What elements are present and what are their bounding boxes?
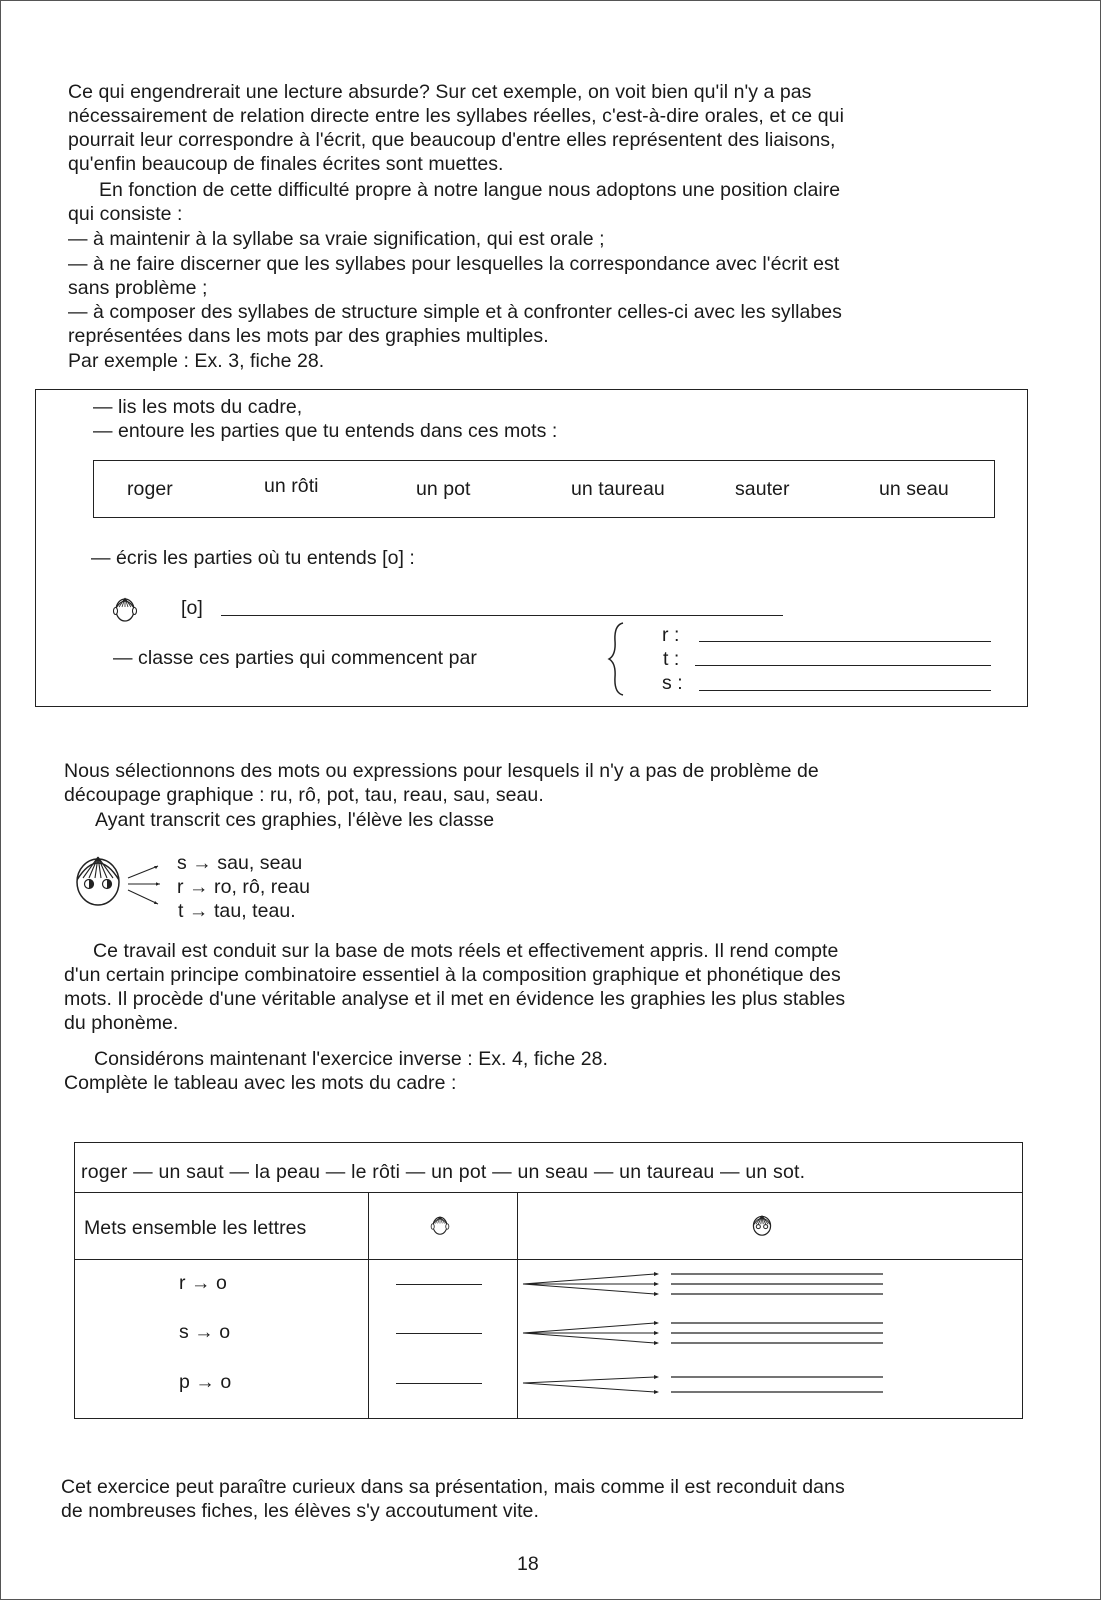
branch-arrows [75, 1143, 1022, 1418]
arrow-head [654, 1331, 659, 1335]
arrow-head [654, 1321, 659, 1325]
arrow-head [654, 1341, 659, 1345]
letters-pair: s → o [179, 1321, 231, 1343]
text-line: nécessairement de relation directe entre les syllabes réelles, c'est-à-dire orales, et ce qui [68, 105, 845, 127]
word-item: un taureau [571, 478, 665, 500]
branch-arrow [523, 1333, 655, 1343]
branch-arrow [523, 1274, 655, 1284]
classify-letter-t: t : [663, 648, 680, 670]
classify-letter-r: r : [662, 624, 680, 646]
page-number: 18 [517, 1553, 539, 1575]
text-line: Cet exercice peut paraître curieux dans sa présentation, mais comme il est reconduit dans [61, 1476, 845, 1498]
text-line: d'un certain principe combinatoire essentiel à la composition graphique et phonétique des [64, 964, 841, 986]
text-line: Ce qui engendrerait une lecture absurde? Sur cet exemple, on voit bien qu'il n'y a pas [68, 81, 812, 103]
branch-arrow [523, 1323, 655, 1333]
word-frame [93, 460, 995, 518]
answer-line-s[interactable] [699, 690, 991, 691]
exercise-4-table [74, 1142, 1023, 1419]
table-header-label: Mets ensemble les lettres [84, 1217, 307, 1239]
text-line: de nombreuses fiches, les élèves s'y accoutument vite. [61, 1500, 539, 1522]
word-item: un rôti [264, 475, 319, 497]
instruction-circle: — entoure les parties que tu entends dans ces mots : [93, 420, 558, 442]
text-line: qu'enfin beaucoup de finales écrites sont muettes. [68, 153, 504, 175]
text-line: En fonction de cette difficulté propre à notre langue nous adoptons une position claire [99, 179, 841, 201]
curly-brace-icon [607, 621, 627, 697]
word-item: un seau [879, 478, 949, 500]
list-item: — à ne faire discerner que les syllabes pour lesquelles la correspondance avec l'écrit est [68, 253, 840, 275]
branch-arrows-icon [126, 859, 166, 909]
branch-arrow [523, 1383, 655, 1392]
arrow-head [654, 1375, 659, 1379]
text-line: sans problème ; [68, 277, 208, 299]
word-list: roger — un saut — la peau — le rôti — un pot — un seau — un taureau — un sot. [81, 1161, 806, 1183]
text-line: qui consiste : [68, 203, 183, 225]
text-line: Considérons maintenant l'exercice inverse : Ex. 4, fiche 28. [94, 1048, 608, 1070]
classification-row: s → sau, seau [177, 852, 303, 874]
word-item: sauter [735, 478, 790, 500]
arrow-head [654, 1272, 659, 1276]
arrow-head [654, 1390, 659, 1394]
text-line: découpage graphique : ru, rô, pot, tau, reau, sau, seau. [64, 784, 544, 806]
word-item: roger [127, 478, 173, 500]
list-item: — à maintenir à la syllabe sa vraie signification, qui est orale ; [68, 228, 605, 250]
text-line: Ce travail est conduit sur la base de mots réels et effectivement appris. Il rend compte [93, 940, 839, 962]
letters-pair: r → o [179, 1272, 227, 1294]
ear-listening-head-icon [112, 594, 138, 624]
eyes-reading-head-icon [71, 852, 125, 908]
answer-line-t[interactable] [695, 665, 991, 666]
text-line: Ayant transcrit ces graphies, l'élève les classe [95, 809, 495, 831]
text-line: Complète le tableau avec les mots du cadre : [64, 1072, 457, 1094]
answer-line-o[interactable] [221, 615, 783, 616]
answer-line-r[interactable] [699, 641, 991, 642]
text-line: Nous sélectionnons des mots ou expressions pour lesquels il n'y a pas de problème de [64, 760, 819, 782]
text-line: Par exemple : Ex. 3, fiche 28. [68, 350, 325, 372]
branch-arrow [523, 1377, 655, 1383]
classification-row: r → ro, rô, reau [177, 876, 311, 898]
letters-pair: p → o [179, 1371, 232, 1393]
branch-arrow [523, 1284, 655, 1294]
classify-letter-s: s : [662, 672, 683, 694]
arrow-head [654, 1292, 659, 1296]
list-item: — à composer des syllabes de structure simple et à confronter celles-ci avec les syllabes [68, 301, 842, 323]
text-line: pourrait leur correspondre à l'écrit, que beaucoup d'entre elles représentent des liaisons, [68, 129, 836, 151]
word-item: un pot [416, 478, 471, 500]
classify-instruction: — classe ces parties qui commencent par [113, 647, 477, 669]
write-instruction: — écris les parties où tu entends [o] : [91, 547, 415, 569]
arrow-head [654, 1282, 659, 1286]
text-line: du phonème. [64, 1012, 179, 1034]
text-line: mots. Il procède d'une véritable analyse et il met en évidence les graphies les plus stables [64, 988, 846, 1010]
text-line: représentées dans les mots par des graphies multiples. [68, 325, 549, 347]
sound-label: [o] [181, 597, 203, 619]
instruction-read: — lis les mots du cadre, [93, 396, 303, 418]
classification-row: t → tau, teau. [178, 900, 296, 922]
